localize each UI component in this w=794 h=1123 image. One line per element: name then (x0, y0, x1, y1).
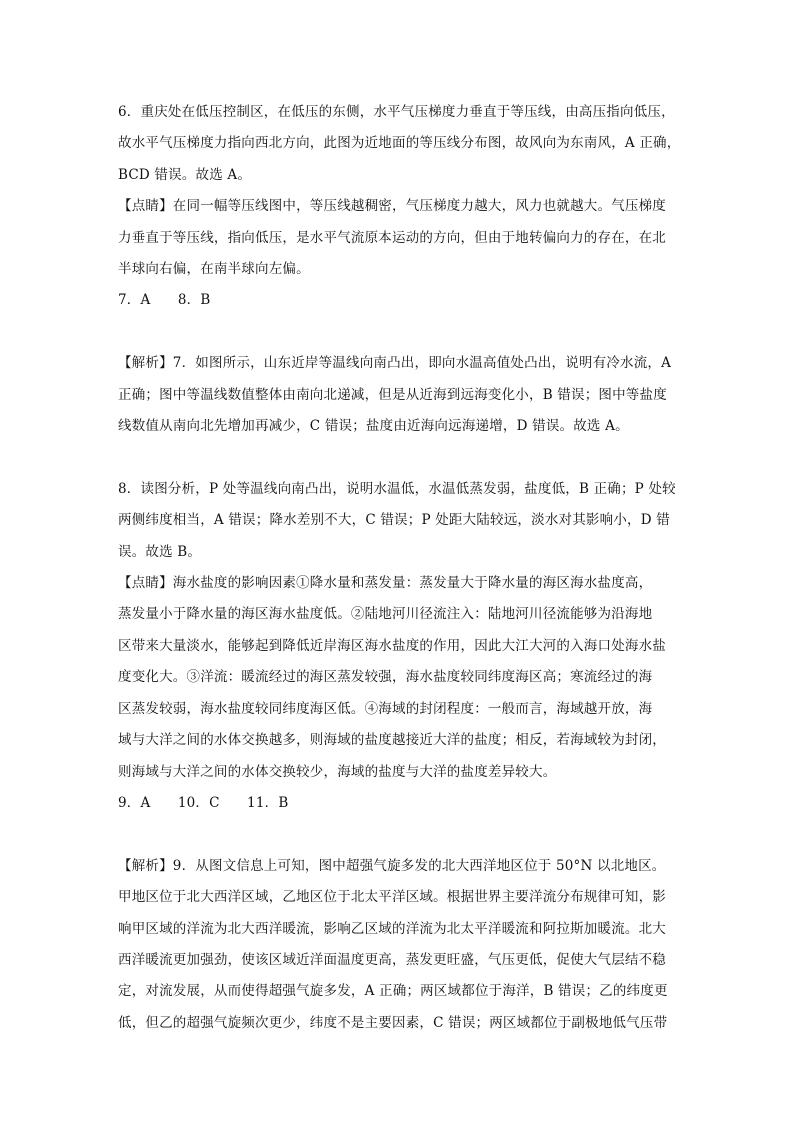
document-page (118, 97, 693, 1039)
text-line: 两侧纬度相当，A 错误；降水差别不大，C 错误；P 处距大陆较远，淡水对其影响小，D 错 (118, 512, 670, 529)
text-line: 【点睛】在同一幅等压线图中，等压线越稠密，气压梯度力越大，风力也就越大。气压梯度 (118, 198, 666, 215)
text-line: 线数值从南向北先增加再减少，C 错误；盐度由近海向远海递增，D 错误。故选 A。 (118, 418, 629, 435)
text-line: 7．A 8．B (118, 292, 211, 309)
text-line: 西洋暖流更加强劲，使该区域近洋面温度更高，蒸发更旺盛，气压更低，促使大气层结不稳 (118, 951, 666, 968)
text-line: 低，但乙的超强气旋频次更少，纬度不是主要因素，C 错误；两区域都位于副极地低气压带 (118, 1014, 668, 1031)
text-line: 故水平气压梯度力指向西北方向，此图为近地面的等压线分布图，故风向为东南风，A 正确， (118, 135, 681, 152)
text-line: 力垂直于等压线，指向低压，是水平气流原本运动的方向，但由于地转偏向力的存在，在北 (118, 229, 666, 246)
paragraph-gap (118, 317, 693, 348)
text-line: 响甲区域的洋流为北大西洋暖流，影响乙区域的洋流为北太平洋暖流和阿拉斯加暖流。北大 (118, 920, 666, 937)
text-line: 【解析】9．从图文信息上可知，图中超强气旋多发的北大西洋地区位于 50°N 以北地区。 (118, 857, 666, 874)
text-line: 区带来大量淡水，能够起到降低近岸海区海水盐度的作用，因此大江大河的入海口处海水盐 (118, 637, 666, 654)
text-line: 度变化大。③洋流：暖流经过的海区蒸发较强，海水盐度较同纬度海区高；寒流经过的海 (118, 669, 653, 686)
text-line: 半球向右偏，在南半球向左偏。 (118, 261, 310, 278)
text-line: 【解析】7．如图所示，山东近岸等温线向南凸出，即向水温高值处凸出，说明有冷水流，A (118, 355, 672, 372)
text-line: 【点睛】海水盐度的影响因素①降水量和蒸发量：蒸发量大于降水量的海区海水盐度高， (118, 575, 653, 592)
text-line: 蒸发量小于降水量的海区海水盐度低。②陆地河川径流注入：陆地河川径流能够为沿海地 (118, 606, 653, 623)
text-line: BCD 错误。故选 A。 (118, 166, 252, 183)
text-line: 正确；图中等温线数值整体由南向北递减，但是从近海到远海变化小，B 错误；图中等盐度 (118, 386, 667, 403)
text-line: 甲地区位于北大西洋区域，乙地区位于北太平洋区域。根据世界主要洋流分布规律可知，影 (118, 889, 666, 906)
paragraph-gap (118, 819, 693, 850)
text-line: 6．重庆处在低压控制区，在低压的东侧，水平气压梯度力垂直于等压线，由高压指向低压， (118, 104, 675, 120)
text-line: 定，对流发展，从而使得超强气旋多发，A 正确；两区域都位于海洋，B 错误；乙的纬度更 (118, 983, 668, 1000)
text-line: 8．读图分析，P 处等温线向南凸出，说明水温低，水温低蒸发弱，盐度低，B 正确；P 处较 (118, 480, 676, 497)
text-line: 域与大洋之间的水体交换越多，则海域的盐度越接近大洋的盐度；相反，若海域较为封闭， (118, 732, 666, 749)
paragraph-gap (118, 442, 693, 473)
text-line: 区蒸发较弱，海水盐度较同纬度海区低。④海域的封闭程度：一般而言，海域越开放，海 (118, 700, 653, 717)
text-line: 9．A 10．C 11．B (118, 794, 289, 811)
text-line: 误。故选 B。 (118, 543, 202, 560)
text-line: 则海域与大洋之间的水体交换较少，海域的盐度与大洋的盐度差异较大。 (118, 763, 557, 780)
